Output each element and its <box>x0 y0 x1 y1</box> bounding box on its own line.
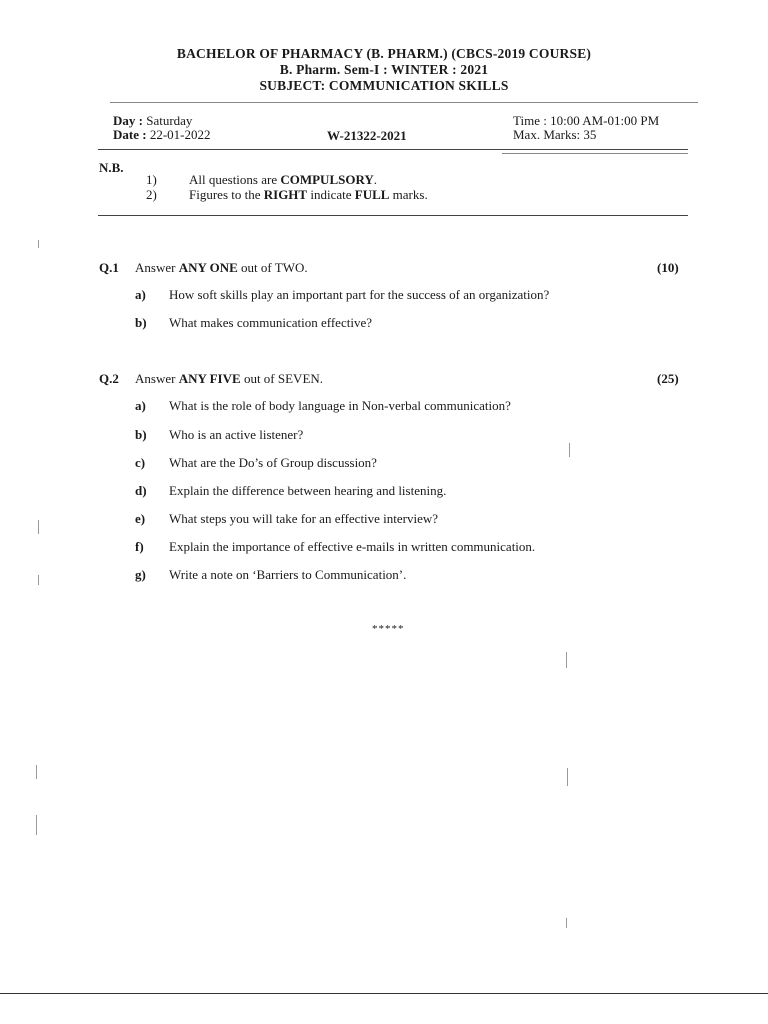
question-marks: (25) <box>657 371 679 386</box>
date-label: Date : <box>113 127 147 142</box>
header-divider <box>110 102 698 103</box>
page-bottom-edge <box>0 993 768 994</box>
nb-item: Figures to the RIGHT indicate FULL marks. <box>189 187 428 202</box>
sub-question-letter: a) <box>135 287 146 302</box>
question-number: Q.2 <box>99 371 119 386</box>
scan-speck <box>38 240 39 248</box>
day-value: Saturday <box>142 113 193 128</box>
sub-question-text: How soft skills play an important part for the success of an organization? <box>169 287 550 302</box>
scan-speck <box>567 768 568 786</box>
sub-question-text: What makes communication effective? <box>169 315 372 330</box>
scan-speck <box>36 815 37 835</box>
max-marks: Max. Marks: 35 <box>513 127 597 142</box>
sub-question-letter: b) <box>135 315 147 330</box>
paper-code: W-21322-2021 <box>327 128 407 143</box>
nb-item: All questions are COMPULSORY. <box>189 172 378 187</box>
sub-question-letter: f) <box>135 539 144 554</box>
scan-speck <box>36 765 37 779</box>
nb-divider <box>98 215 688 216</box>
sub-question-text: What steps you will take for an effective interview? <box>169 511 439 526</box>
scan-speck <box>38 520 39 534</box>
end-of-paper-mark: ***** <box>372 623 405 635</box>
day-label: Day : <box>113 113 143 128</box>
question-instruction: Answer ANY FIVE out of SEVEN. <box>135 371 324 386</box>
question-number: Q.1 <box>99 260 119 275</box>
sub-question-text: What are the Do’s of Group discussion? <box>169 455 377 470</box>
sub-question-text: Write a note on ‘Barriers to Communication’. <box>169 567 407 582</box>
scan-speck <box>566 652 567 668</box>
semester-line: B. Pharm. Sem-I : WINTER : 2021 <box>279 62 489 77</box>
exam-title: BACHELOR OF PHARMACY (B. PHARM.) (CBCS-2019 COURSE) <box>176 46 592 61</box>
subject-line: SUBJECT: COMMUNICATION SKILLS <box>259 78 509 93</box>
sub-question-letter: b) <box>135 427 147 442</box>
scan-speck <box>566 918 567 928</box>
sub-question-text: What is the role of body language in Non-verbal communication? <box>169 398 511 413</box>
sub-question-text: Explain the difference between hearing and listening. <box>169 483 447 498</box>
nb-label: N.B. <box>99 160 124 175</box>
info-divider-short <box>502 153 688 154</box>
exam-time: Time : 10:00 AM-01:00 PM <box>513 113 660 128</box>
nb-item-number: 2) <box>146 187 157 202</box>
scan-speck <box>569 443 570 457</box>
question-instruction: Answer ANY ONE out of TWO. <box>135 260 308 275</box>
sub-question-text: Who is an active listener? <box>169 427 304 442</box>
nb-item-number: 1) <box>146 172 157 187</box>
sub-question-letter: d) <box>135 483 147 498</box>
date-info <box>113 127 211 143</box>
sub-question-letter: g) <box>135 567 146 582</box>
scan-speck <box>38 575 39 585</box>
sub-question-letter: e) <box>135 511 146 526</box>
sub-question-letter: a) <box>135 398 146 413</box>
question-marks: (10) <box>657 260 679 275</box>
info-divider <box>98 149 688 150</box>
sub-question-text: Explain the importance of effective e-mails in written communication. <box>169 539 536 554</box>
sub-question-letter: c) <box>135 455 146 470</box>
date-value: 22-01-2022 <box>146 127 211 142</box>
